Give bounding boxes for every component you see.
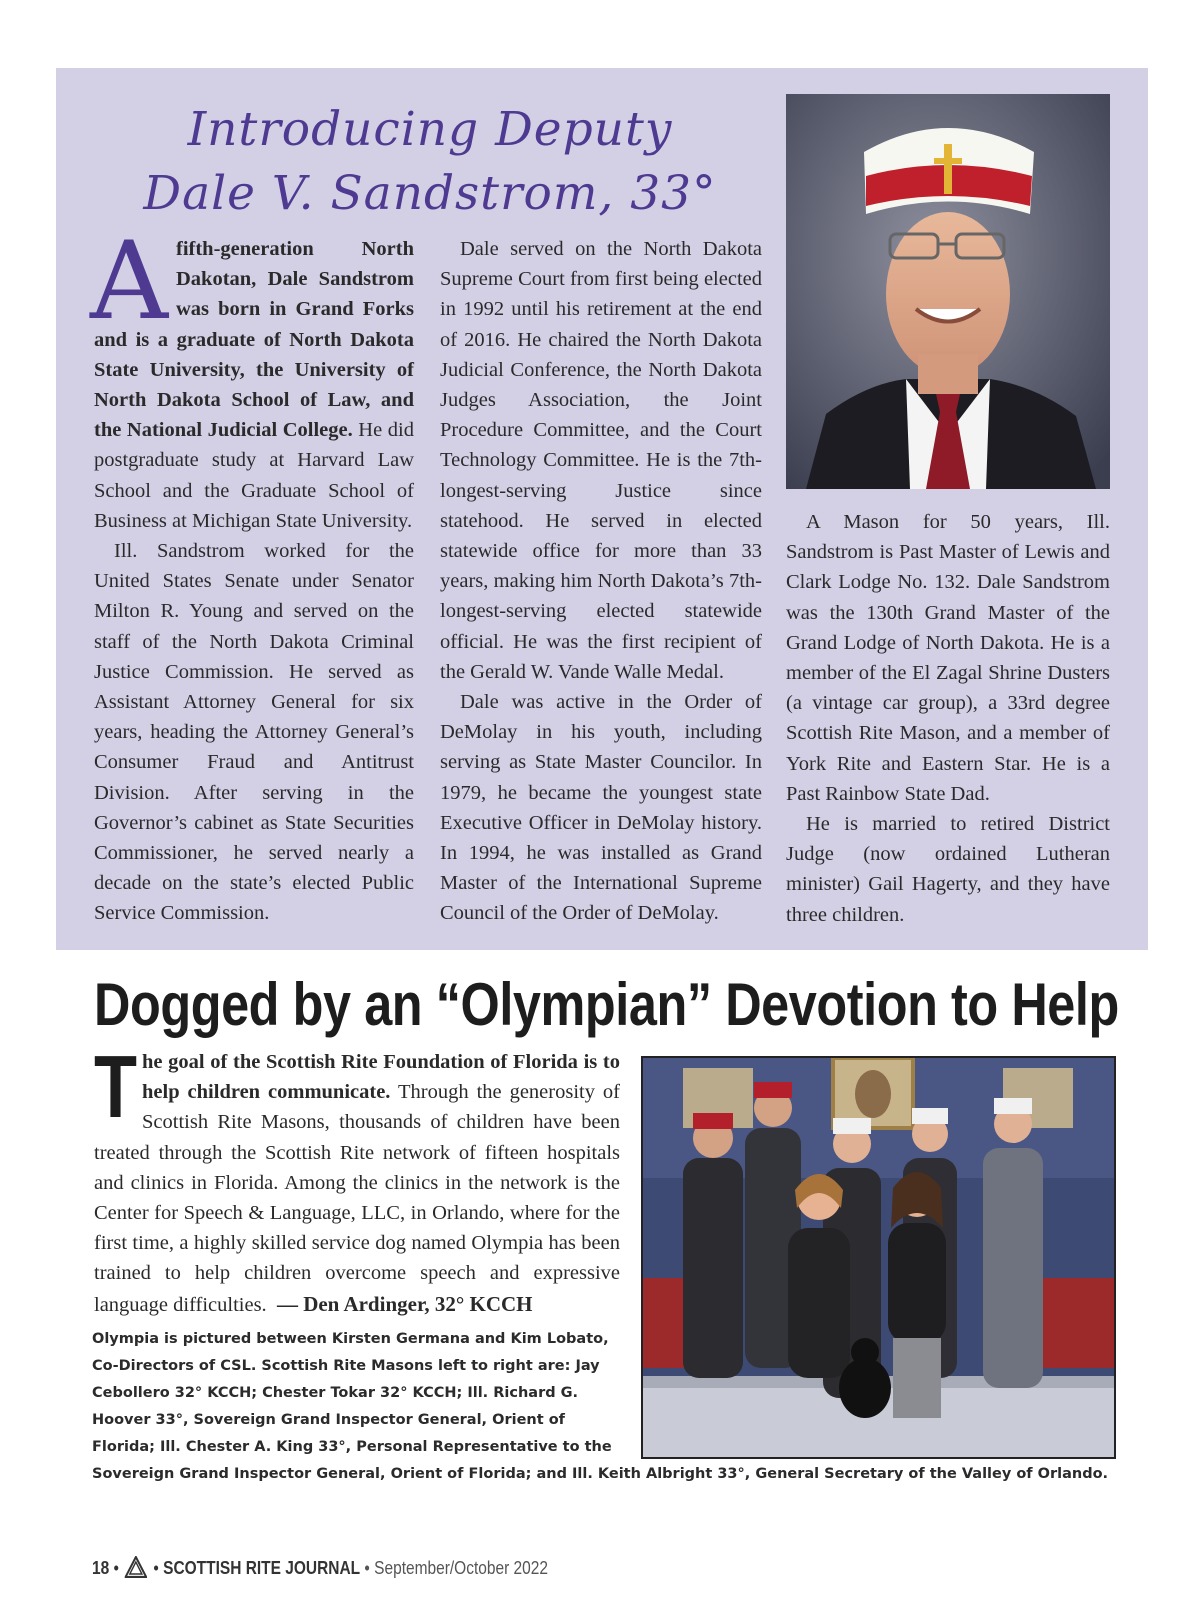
portrait-photo bbox=[786, 94, 1110, 489]
feature-col3-paragraph-2: He is married to retired District Judge (now ordained Lutheran minister) Gail Hagerty, and they have three children. bbox=[786, 813, 1110, 926]
story-body-text: Through the generosity of Scottish Rite Masons, thousands of children have been treated through the Scottish Rite network of fifteen hospitals and clinics in Florida. Among the clinics in the network is the Center for Speech & Language, LLC, in Orlando, where for the first time, a highly skilled service dog named Olympia has been trained to help children overcome speech and expressive language difficulties. bbox=[94, 1081, 620, 1316]
feature-title-line2: Dale V. Sandstrom, 33° bbox=[143, 166, 717, 221]
story-body bbox=[94, 1037, 620, 1320]
story-headline: Dogged by an “Olympian” Devotion to Help bbox=[94, 971, 1119, 1038]
feature-col1-paragraph-2: Ill. Sandstrom worked for the United States Senate under Senator Milton R. Young and served on the staff of the North Dakota Criminal Justice Commission. He served as Assistant Attorney General for six years, heading the Attorney General’s Consumer Fraud and Antitrust Division. After serving in the Governor’s cabinet as State Securities Commissioner, he served nearly a decade on the state’s elected Public Service Commission. bbox=[94, 540, 414, 925]
feature-column-2 bbox=[440, 234, 762, 929]
bullet-separator-3: • bbox=[364, 1558, 370, 1578]
feature-column-3 bbox=[786, 507, 1110, 930]
issue-date: September/October 2022 bbox=[374, 1558, 548, 1578]
feature-col2-paragraph-2: Dale was active in the Order of DeMolay in his youth, including serving as State Master Councilor. In 1979, he became the youngest state Executive Officer in DeMolay history. In 1994, he was installed as Grand Master of the International Supreme Council of the Order of DeMolay. bbox=[440, 691, 762, 925]
story-lead-bold: he goal of the Scottish Rite Foundation of Florida is to help children communicate. bbox=[142, 1051, 620, 1104]
bullet-separator: • bbox=[113, 1558, 119, 1578]
bullet-separator-2: • bbox=[153, 1558, 159, 1578]
journal-name: SCOTTISH RITE JOURNAL bbox=[163, 1558, 361, 1578]
photo-caption-part1: Olympia is pictured between Kirsten Germana and Kim Lobato, Co-Directors of CSL. Scottish Rite Masons left to right are: Jay Cebollero 32° KCCH; Chester Tokar 32° KCCH; Ill. Richard G. Hoover 33°, Sovereign Grand Inspector General, Orient of Florida; Ill. Chester A. King 33°, Personal Representative to the bbox=[92, 1331, 612, 1455]
story-byline: — Den Ardinger, 32° KCCH bbox=[276, 1291, 533, 1316]
feature-title-line1: Introducing Deputy bbox=[187, 102, 673, 157]
lead-rest-text: He did postgraduate study at Harvard Law School and the Graduate School of Business at Michigan State University. bbox=[94, 419, 414, 532]
feature-column-1 bbox=[90, 219, 414, 929]
feature-col1-paragraph-1 bbox=[90, 219, 414, 536]
feature-col3-paragraph-1: A Mason for 50 years, Ill. Sandstrom is Past Master of Lewis and Clark Lodge No. 132. Dale Sandstrom was the 130th Grand Master of the Grand Lodge of North Dakota. He is a member of the El Zagal Shrine Dusters (a vintage car group), a 33rd degree Scottish Rite Mason, and a member of York Rite and Eastern Star. He is a Past Rainbow State Dad. bbox=[786, 511, 1110, 805]
drop-cap: A bbox=[90, 219, 168, 344]
page-footer bbox=[92, 1556, 548, 1580]
story-paragraph bbox=[94, 1037, 620, 1320]
feature-col2-paragraph-1: Dale served on the North Dakota Supreme Court from first being elected in 1992 until his retirement at the end of 2016. He chaired the North Dakota Judicial Conference, the North Dakota Judges Association, the Joint Procedure Committee, and the Court Technology Committee. He is the 7th-longest-serving Justice since statehood. He served in elected statewide office for more than 33 years, making him North Dakota’s 7th-longest-serving elected statewide official. He was the first recipient of the Gerald W. Vande Walle Medal. bbox=[440, 238, 762, 683]
page-number: 18 bbox=[92, 1558, 110, 1578]
lead-bold-text: fifth-generation North Dakotan, Dale Sandstrom was born in Grand Forks and is a graduate of North Dakota State University, the University of North Dakota School of Law, and the National Judicial College. bbox=[94, 238, 414, 442]
feature-title bbox=[90, 98, 770, 226]
photo-caption-part2: Sovereign Grand Inspector General, Orient of Florida; and Ill. Keith Albright 33°, General Secretary of the Valley of Orlando. bbox=[92, 1466, 1109, 1482]
story-drop-cap: T bbox=[94, 1037, 138, 1136]
group-image bbox=[643, 1058, 1114, 1457]
masonic-emblem-icon bbox=[125, 1556, 147, 1578]
group-photo bbox=[641, 1056, 1116, 1459]
portrait-image bbox=[786, 94, 1110, 489]
